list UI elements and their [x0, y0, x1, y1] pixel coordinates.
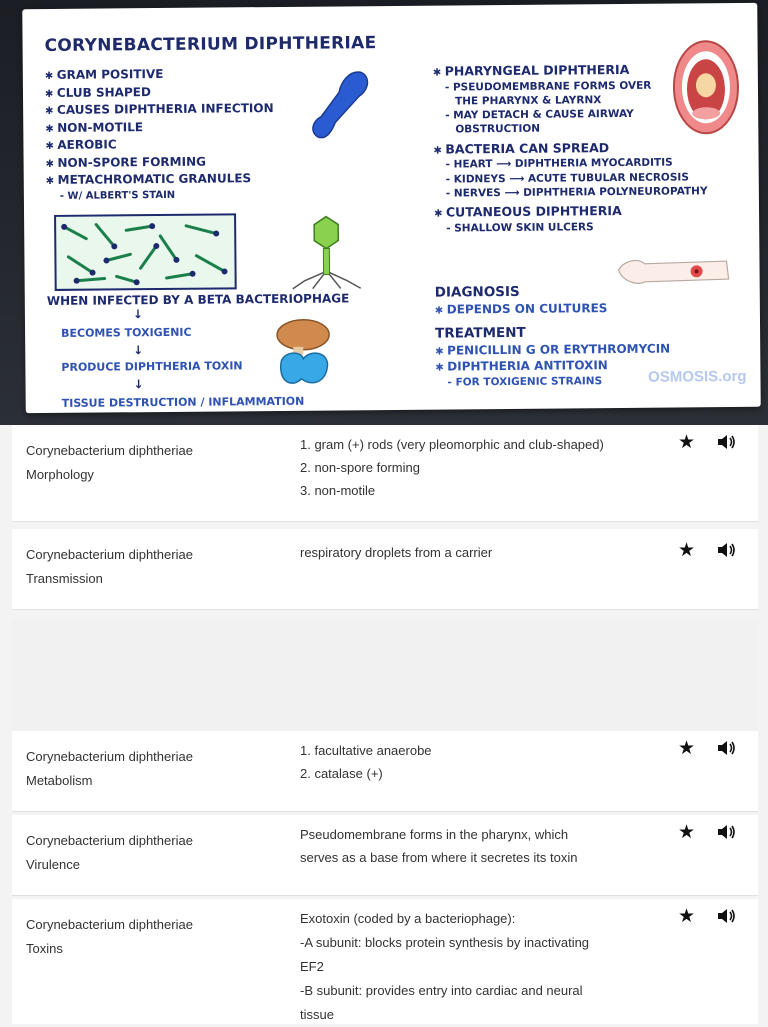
- flashcard-row[interactable]: [12, 815, 758, 896]
- image-frame: [0, 0, 768, 425]
- pharyngeal-head: ✱ PHARYNGEAL DIPHTHERIA: [433, 61, 753, 81]
- pharyngeal-sub: - MAY DETACH & CAUSE AIRWAY: [445, 108, 634, 122]
- card-definition: 1. gram (+) rods (very pleomorphic and club-shaped) 2. non-spore forming 3. non-motile: [300, 437, 604, 498]
- empty-gap: [12, 620, 758, 738]
- bacteriophage-illustration: [286, 214, 365, 291]
- cutaneous-head: ✱ CUTANEOUS DIPHTHERIA: [434, 202, 754, 222]
- cutaneous-sub: - SHALLOW SKIN ULCERS: [446, 221, 594, 235]
- card-term: Corynebacterium diphtheriae Morphology: [26, 439, 266, 487]
- card-definition: respiratory droplets from a carrier: [300, 545, 493, 560]
- image-title: CORYNEBACTERIUM DIPHTHERIAE: [44, 33, 377, 57]
- bacterium-illustration: [305, 64, 376, 145]
- card-term: Corynebacterium diphtheriae Toxins: [26, 913, 266, 961]
- watermark-logo: OSMOSIS.org: [648, 367, 747, 386]
- left-bullet: ✱ CLUB SHAPED: [45, 82, 325, 101]
- card-category: Metabolism: [26, 773, 93, 788]
- treatment-sub: - FOR TOXIGENIC STRAINS: [447, 375, 603, 389]
- speaker-icon[interactable]: [716, 823, 736, 841]
- star-icon[interactable]: ★: [678, 822, 696, 843]
- left-bullet: ✱ NON-MOTILE: [45, 117, 325, 136]
- card-definition: Pseudomembrane forms in the pharynx, which serves as a base from where it secretes its toxin: [300, 827, 578, 865]
- pharyngeal-sub: THE PHARYNX & LAYRNX: [455, 94, 602, 108]
- chain-step: TISSUE DESTRUCTION / INFLAMMATION: [61, 394, 305, 410]
- card-category: Toxins: [26, 941, 63, 956]
- diagnosis-item: ✱ DEPENDS ON CULTURES: [435, 299, 735, 318]
- microscopy-illustration: [54, 213, 237, 291]
- spread-head: ✱ BACTERIA CAN SPREAD: [433, 138, 753, 158]
- arrow-down-icon: ↓: [133, 377, 144, 392]
- speaker-icon[interactable]: [716, 433, 736, 451]
- speaker-icon[interactable]: [716, 739, 736, 757]
- treatment-item: ✱ DIPHTHERIA ANTITOXIN: [435, 356, 735, 375]
- spread-item: - HEART ⟶ DIPHTHERIA MYOCARDITIS: [445, 156, 673, 171]
- star-icon[interactable]: ★: [678, 738, 696, 759]
- card-category: Transmission: [26, 571, 103, 586]
- mouth-illustration: [671, 37, 742, 138]
- left-bullet: ✱ NON-SPORE FORMING: [46, 152, 326, 171]
- star-icon[interactable]: ★: [678, 432, 696, 453]
- left-bullets: [45, 65, 326, 204]
- toxin-illustration: [271, 316, 336, 391]
- left-bullet: ✱ METACHROMATIC GRANULES: [46, 170, 326, 189]
- arrow-down-icon: ↓: [133, 343, 144, 358]
- infected-line: WHEN INFECTED BY A BETA BACTERIOPHAGE: [46, 291, 350, 309]
- speaker-icon[interactable]: [716, 541, 736, 559]
- spread-item: - KIDNEYS ⟶ ACUTE TUBULAR NECROSIS: [445, 171, 689, 186]
- star-icon[interactable]: ★: [678, 540, 696, 561]
- chain-step: PRODUCE DIPHTHERIA TOXIN: [61, 359, 243, 374]
- arrow-down-icon: ↓: [132, 307, 144, 322]
- left-bullet: ✱ AEROBIC: [45, 135, 325, 154]
- stain-note: - W/ ALBERT'S STAIN: [59, 189, 176, 202]
- card-term: Corynebacterium diphtheriae Metabolism: [26, 745, 266, 793]
- treatment-item: ✱ PENICILLIN G OR ERYTHROMYCIN: [435, 340, 735, 359]
- star-icon[interactable]: ★: [678, 906, 696, 927]
- study-image: [22, 3, 760, 413]
- diagnosis-head: DIAGNOSIS: [434, 283, 520, 301]
- left-bullet: ✱ GRAM POSITIVE: [45, 65, 325, 84]
- card-category: Morphology: [26, 467, 94, 482]
- card-term: Corynebacterium diphtheriae Virulence: [26, 829, 266, 877]
- treatment-head: TREATMENT: [435, 324, 526, 342]
- flashcard-row[interactable]: [12, 731, 758, 812]
- pharyngeal-sub: - PSEUDOMEMBRANE FORMS OVER: [444, 79, 652, 94]
- flashcard-row[interactable]: [12, 425, 758, 522]
- card-category: Virulence: [26, 857, 80, 872]
- chain-step: BECOMES TOXIGENIC: [61, 325, 192, 340]
- pharyngeal-sub: OBSTRUCTION: [455, 123, 541, 136]
- card-definition: Exotoxin (coded by a bacteriophage): -A subunit: blocks protein synthesis by inactivating EF2 -B subunit: provides entry into cardiac and neural tissue: [300, 911, 590, 1022]
- flashcard-row[interactable]: [12, 899, 758, 1024]
- speaker-icon[interactable]: [716, 907, 736, 925]
- flashcard-row[interactable]: [12, 529, 758, 610]
- spread-item: - NERVES ⟶ DIPHTHERIA POLYNEUROPATHY: [445, 185, 708, 200]
- left-bullet: ✱ CAUSES DIPHTHERIA INFECTION: [45, 100, 325, 119]
- card-term: Corynebacterium diphtheriae Transmission: [26, 543, 266, 591]
- card-definition: 1. facultative anaerobe 2. catalase (+): [300, 743, 432, 781]
